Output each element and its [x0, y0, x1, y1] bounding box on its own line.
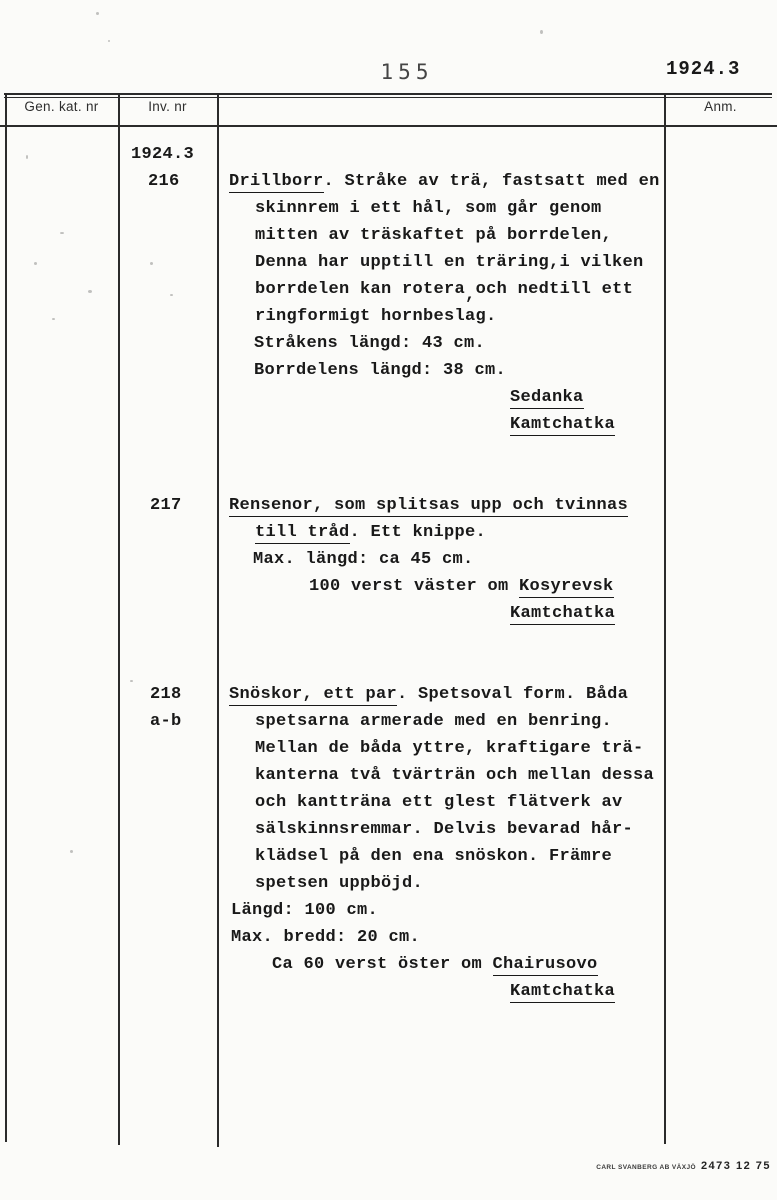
inventory-number: 216 — [148, 172, 180, 191]
catalog-text: Borrdelens längd: 38 cm. — [254, 361, 507, 380]
catalog-line — [0, 710, 777, 737]
catalog-line — [0, 764, 777, 791]
catalog-text: klädsel på den ena snöskon. Främre — [255, 847, 613, 866]
catalog-line — [0, 278, 777, 305]
catalog-line — [0, 467, 777, 494]
printer-name: CARL SVANBERG AB VÄXJÖ — [596, 1164, 696, 1171]
catalog-line — [0, 629, 777, 656]
catalog-line — [0, 143, 777, 170]
catalog-line — [0, 197, 777, 224]
catalog-text: kanterna två tvärträn och mellan dessa — [255, 766, 655, 785]
catalog-text: Mellan de båda yttre, kraftigare trä- — [255, 739, 644, 758]
catalog-text: borrdelen kan rotera,och nedtill ett — [255, 280, 634, 305]
catalog-text: Ca 60 verst öster om Chairusovo — [272, 955, 598, 974]
catalog-line — [0, 224, 777, 251]
year-reference: 1924.3 — [666, 58, 741, 80]
catalog-text: 100 verst väster om Kosyrevsk — [309, 577, 614, 596]
catalog-line — [0, 791, 777, 818]
catalog-text: Stråkens längd: 43 cm. — [254, 334, 486, 353]
catalog-line — [0, 251, 777, 278]
catalog-line — [0, 575, 777, 602]
catalog-line — [0, 386, 777, 413]
catalog-text: sälskinnsremmar. Delvis bevarad hår- — [255, 820, 634, 839]
printer-imprint — [596, 1160, 771, 1172]
catalog-text: Längd: 100 cm. — [231, 901, 379, 920]
catalog-line — [0, 521, 777, 548]
catalog-line — [0, 413, 777, 440]
catalog-line — [0, 845, 777, 872]
inventory-number: a-b — [150, 712, 182, 731]
catalog-line — [0, 953, 777, 980]
catalog-line — [0, 656, 777, 683]
column-header-gen-kat-nr: Gen. kat. nr — [24, 99, 99, 114]
printer-code: 2473 12 75 — [700, 1160, 771, 1172]
catalog-line — [0, 440, 777, 467]
catalog-text: Kamtchatka — [510, 415, 616, 434]
catalog-text: ringformigt hornbeslag. — [255, 307, 497, 326]
catalog-line — [0, 818, 777, 845]
catalog-line — [0, 926, 777, 953]
catalog-line — [0, 737, 777, 764]
inventory-number: 217 — [150, 496, 182, 515]
catalog-line — [0, 305, 777, 332]
column-header-inv-nr: Inv. nr — [148, 99, 187, 114]
catalog-line — [0, 332, 777, 359]
catalog-text: Drillborr. Stråke av trä, fastsatt med en — [229, 172, 660, 191]
catalog-text: Kamtchatka — [510, 982, 616, 1001]
catalog-text: Rensenor, som splitsas upp och tvinnas — [229, 496, 629, 515]
catalog-line — [0, 548, 777, 575]
catalog-text: Max. bredd: 20 cm. — [231, 928, 421, 947]
catalog-text: och kantträna ett glest flätverk av — [255, 793, 623, 812]
catalog-line — [0, 899, 777, 926]
catalog-text: till tråd. Ett knippe. — [255, 523, 487, 542]
inventory-number: 1924.3 — [131, 145, 195, 164]
catalog-text: Denna har upptill en träring,i vilken — [255, 253, 644, 272]
catalog-line — [0, 170, 777, 197]
catalog-text: spetsarna armerade med en benring. — [255, 712, 613, 731]
column-header-anm: Anm. — [704, 99, 737, 114]
catalog-line — [0, 494, 777, 521]
catalog-text: Max. längd: ca 45 cm. — [253, 550, 474, 569]
catalog-text: Kamtchatka — [510, 604, 616, 623]
catalog-text: mitten av träskaftet på borrdelen, — [255, 226, 613, 245]
catalog-line — [0, 980, 777, 1007]
inventory-number: 218 — [150, 685, 182, 704]
catalog-text: Sedanka — [510, 388, 584, 407]
catalog-text: skinnrem i ett hål, som går genom — [255, 199, 602, 218]
header-bottom-rule — [0, 125, 777, 127]
typewriter-area — [0, 143, 777, 1007]
catalog-line — [0, 683, 777, 710]
catalog-line — [0, 359, 777, 386]
catalog-text: Snöskor, ett par. Spetsoval form. Båda — [229, 685, 629, 704]
catalog-text: spetsen uppböjd. — [255, 874, 424, 893]
page-number: 155 — [380, 60, 434, 84]
catalog-line — [0, 872, 777, 899]
catalog-line — [0, 602, 777, 629]
